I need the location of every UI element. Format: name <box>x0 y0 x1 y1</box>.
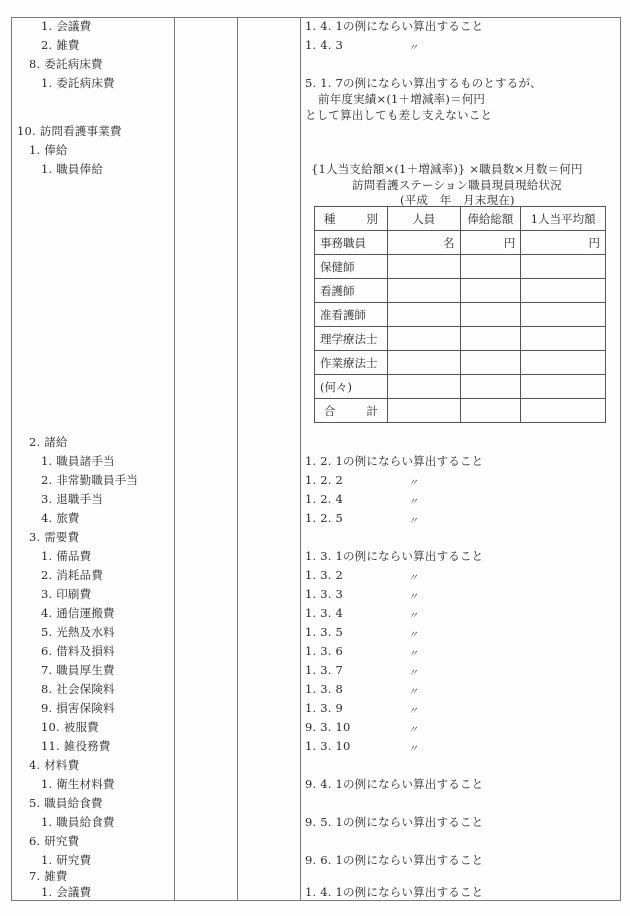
column-divider-2 <box>237 17 238 901</box>
total-label <box>315 399 388 423</box>
expense-item: 5. 光熱及水料 <box>41 625 115 639</box>
ditto-mark: 〃 <box>408 706 418 717</box>
row-average-salary <box>521 303 606 327</box>
expense-item: 8. 社会保険料 <box>41 682 115 696</box>
expense-item: 1. 委託病床費 <box>41 76 115 90</box>
calculation-note: 1. 4. 1の例にならい算出すること <box>305 19 484 33</box>
ditto-mark: 〃 <box>408 516 418 527</box>
ditto-mark: 〃 <box>408 478 418 489</box>
row-average-salary <box>521 279 606 303</box>
row-headcount <box>387 303 460 327</box>
calculation-note: (平成 年 月末現在) <box>400 193 515 207</box>
row-total-salary <box>460 351 521 375</box>
expense-item: 1. 職員給食費 <box>41 815 115 829</box>
total-label-right: 計 <box>366 403 378 418</box>
calculation-note: 1. 2. 1の例にならい算出すること <box>305 454 484 468</box>
calculation-note: 1. 4. 3 <box>305 38 343 52</box>
calculation-note: 5. 1. 7の例にならい算出するものとするが、 <box>305 76 542 90</box>
calculation-note: 前年度実績×(1＋増減率)＝何円 <box>318 92 486 106</box>
total-average <box>521 399 606 423</box>
row-headcount: 名 <box>387 231 460 255</box>
ditto-mark: 〃 <box>408 497 418 508</box>
row-headcount <box>387 255 460 279</box>
calculation-note: 1. 3. 6 <box>305 644 343 658</box>
total-label-left: 合 <box>324 403 336 418</box>
expense-item: 4. 旅費 <box>41 511 80 525</box>
row-average-salary <box>521 351 606 375</box>
expense-item: 1. 俸給 <box>29 143 68 157</box>
ditto-mark: 〃 <box>408 649 418 660</box>
table-row <box>315 231 606 255</box>
header-average-salary: 1人当平均額 <box>521 207 606 231</box>
table-row <box>315 303 606 327</box>
expense-item: 4. 通信運搬費 <box>41 606 115 620</box>
expense-item: 6. 研究費 <box>29 834 80 848</box>
row-category: 看護師 <box>315 279 388 303</box>
ditto-mark: 〃 <box>408 43 418 54</box>
header-total-salary: 俸給総額 <box>460 207 521 231</box>
expense-item: 3. 印刷費 <box>41 587 92 601</box>
ditto-mark: 〃 <box>408 668 418 679</box>
row-total-salary <box>460 327 521 351</box>
ditto-mark: 〃 <box>408 630 418 641</box>
row-category: 作業療法士 <box>315 351 388 375</box>
expense-item: 10. 訪問看護事業費 <box>17 124 122 138</box>
row-total-salary <box>460 279 521 303</box>
calculation-note: として算出しても差し支えないこと <box>305 108 493 122</box>
row-category: 准看護師 <box>315 303 388 327</box>
header-headcount: 人員 <box>387 207 460 231</box>
expense-item: 11. 雑役務費 <box>41 739 111 753</box>
row-headcount <box>387 327 460 351</box>
expense-item: 7. 雑費 <box>29 869 68 883</box>
calculation-note: 1. 3. 2 <box>305 568 343 582</box>
calculation-note: 1. 3. 1の例にならい算出すること <box>305 549 484 563</box>
calculation-note: 1. 2. 2 <box>305 473 343 487</box>
expense-item: 3. 需要費 <box>29 530 80 544</box>
table-row <box>315 375 606 399</box>
row-headcount <box>387 351 460 375</box>
calculation-note: 1. 2. 5 <box>305 511 343 525</box>
expense-item: 6. 借料及損料 <box>41 644 115 658</box>
ditto-mark: 〃 <box>408 744 418 755</box>
ditto-mark: 〃 <box>408 573 418 584</box>
table-row <box>315 327 606 351</box>
expense-item: 2. 非常勤職員手当 <box>41 473 139 487</box>
calculation-note: {1人当支給額×(1＋増減率)} ×職員数×月数＝何円 <box>311 162 583 176</box>
row-average-salary <box>521 375 606 399</box>
expense-item: 1. 職員俸給 <box>41 162 104 176</box>
expense-item: 2. 雑費 <box>41 38 80 52</box>
row-headcount <box>387 375 460 399</box>
expense-item: 10. 被服費 <box>41 720 99 734</box>
calculation-note: 9. 5. 1の例にならい算出すること <box>305 815 484 829</box>
calculation-note: 1. 3. 4 <box>305 606 343 620</box>
row-headcount <box>387 279 460 303</box>
total-headcount <box>387 399 460 423</box>
ditto-mark: 〃 <box>408 725 418 736</box>
calculation-note: 1. 3. 10 <box>305 739 351 753</box>
table-total-row <box>315 399 606 423</box>
table-row <box>315 351 606 375</box>
expense-item: 2. 諸給 <box>29 435 68 449</box>
column-divider-3 <box>300 17 301 901</box>
row-total-salary <box>460 255 521 279</box>
row-average-salary <box>521 327 606 351</box>
row-category: (何々) <box>315 375 388 399</box>
row-average-salary: 円 <box>521 231 606 255</box>
calculation-note: 1. 3. 9 <box>305 701 343 715</box>
expense-item: 5. 職員給食費 <box>29 796 103 810</box>
total-salary <box>460 399 521 423</box>
expense-item: 1. 会議費 <box>41 885 92 899</box>
calculation-note: 1. 4. 1の例にならい算出すること <box>305 885 484 899</box>
calculation-note: 1. 3. 7 <box>305 663 343 677</box>
column-divider-1 <box>174 17 175 901</box>
calculation-note: 1. 3. 8 <box>305 682 343 696</box>
header-category <box>315 207 388 231</box>
ditto-mark: 〃 <box>408 592 418 603</box>
calculation-note: 9. 3. 10 <box>305 720 351 734</box>
expense-item: 1. 会議費 <box>41 19 92 33</box>
row-category: 事務職員 <box>315 231 388 255</box>
calculation-note: 9. 4. 1の例にならい算出すること <box>305 777 484 791</box>
expense-item: 3. 退職手当 <box>41 492 104 506</box>
table-row <box>315 255 606 279</box>
ditto-mark: 〃 <box>408 687 418 698</box>
expense-item: 1. 衛生材料費 <box>41 777 115 791</box>
expense-item: 8. 委託病床費 <box>29 57 103 71</box>
row-average-salary <box>521 255 606 279</box>
calculation-note: 訪問看護ステーション職員現員現給状況 <box>352 178 562 192</box>
staff-salary-table <box>314 206 606 423</box>
calculation-note: 1. 2. 4 <box>305 492 343 506</box>
header-category-right: 別 <box>366 211 378 226</box>
row-category: 理学療法士 <box>315 327 388 351</box>
ditto-mark: 〃 <box>408 611 418 622</box>
expense-item: 9. 損害保険料 <box>41 701 115 715</box>
table-header-row <box>315 207 606 231</box>
expense-item: 1. 備品費 <box>41 549 92 563</box>
row-total-salary <box>460 303 521 327</box>
table-row <box>315 279 606 303</box>
header-category-left: 種 <box>324 211 336 226</box>
expense-item: 1. 職員諸手当 <box>41 454 115 468</box>
expense-item: 7. 職員厚生費 <box>41 663 115 677</box>
row-total-salary <box>460 375 521 399</box>
expense-item: 2. 消耗品費 <box>41 568 104 582</box>
row-category: 保健師 <box>315 255 388 279</box>
expense-item: 4. 材料費 <box>29 758 80 772</box>
calculation-note: 9. 6. 1の例にならい算出すること <box>305 853 484 867</box>
calculation-note: 1. 3. 5 <box>305 625 343 639</box>
row-total-salary: 円 <box>460 231 521 255</box>
expense-item: 1. 研究費 <box>41 853 92 867</box>
calculation-note: 1. 3. 3 <box>305 587 343 601</box>
